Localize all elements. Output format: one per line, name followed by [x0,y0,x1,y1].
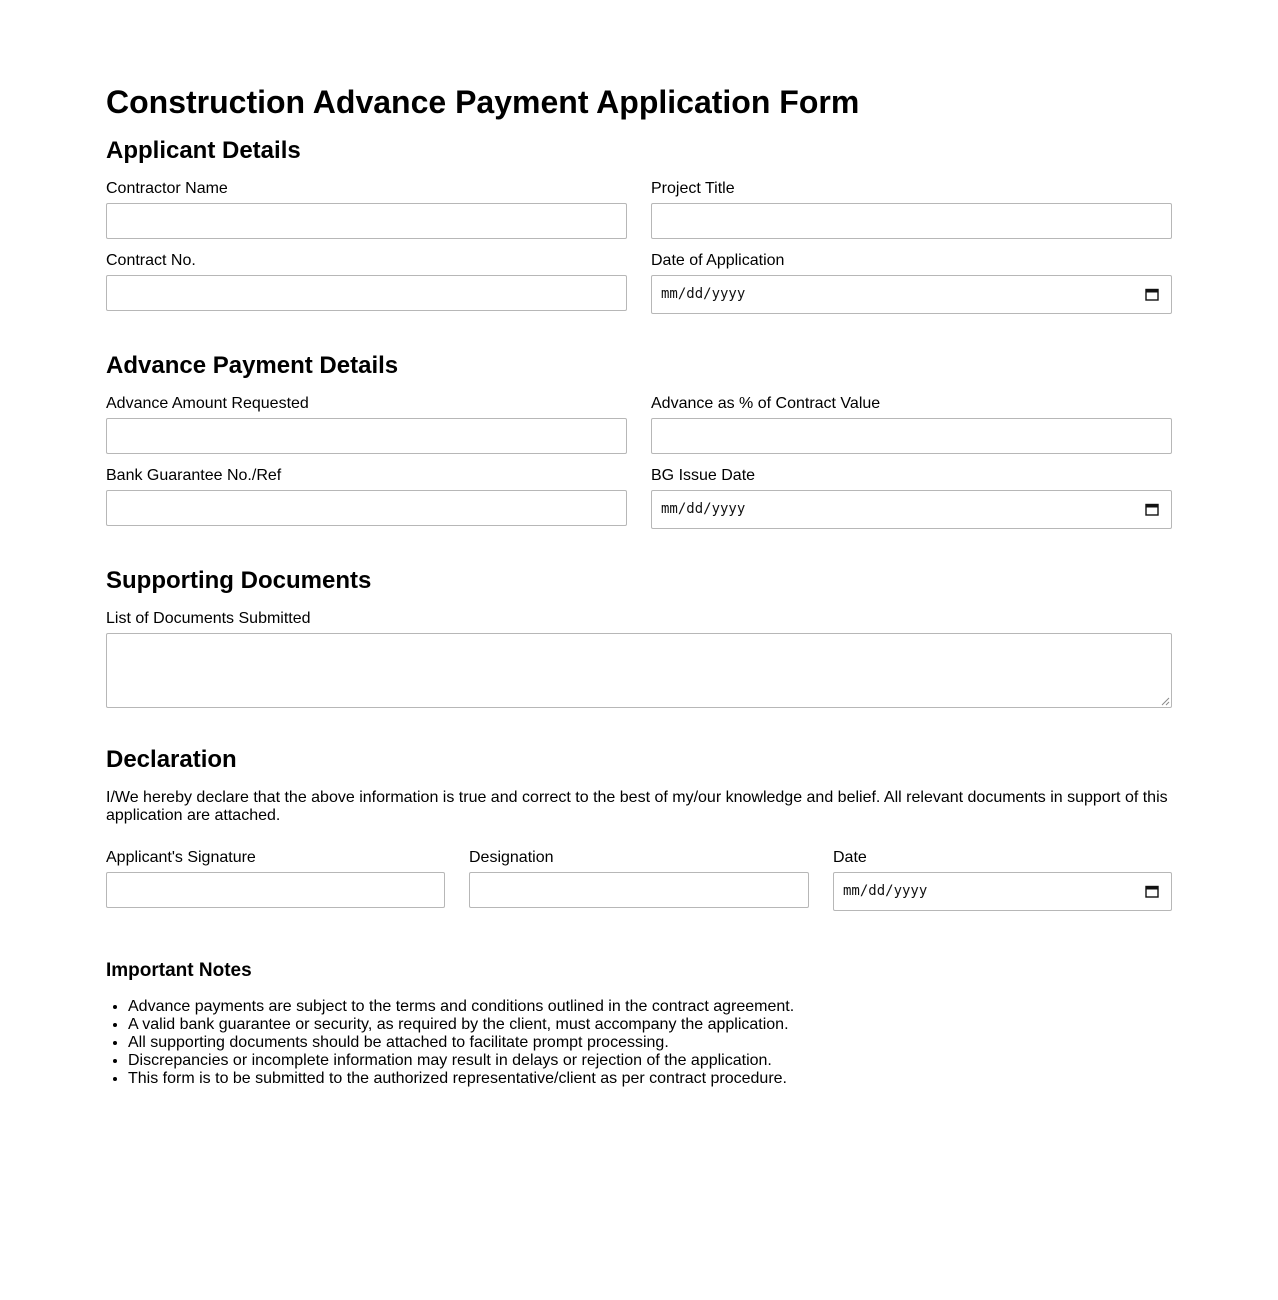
list-item: • A valid bank guarantee or security, as required by the client, must accompany the application. [128,1016,794,1034]
contractor-name-label: Contractor Name [106,180,228,197]
date-placeholder: mm/dd/yyyy [843,883,928,899]
bank-guarantee-label: Bank Guarantee No./Ref [106,467,282,484]
contract-no-input[interactable] [106,275,627,311]
signature-input[interactable] [106,872,445,908]
declaration-date-label: Date [833,849,867,866]
section-heading-declaration: Declaration [106,746,237,773]
contractor-name-input[interactable] [106,203,627,239]
bg-issue-date-label: BG Issue Date [651,467,756,484]
date-of-application-input[interactable] [651,275,1172,314]
date-placeholder: mm/dd/yyyy [661,286,746,302]
contract-no-label: Contract No. [106,252,196,269]
list-item: • This form is to be submitted to the authorized representative/client as per contract procedure. [128,1070,794,1088]
documents-list-textarea[interactable] [106,633,1172,708]
advance-percent-label: Advance as % of Contract Value [651,395,881,412]
bank-guarantee-input[interactable] [106,490,627,526]
section-heading-applicant-details: Applicant Details [106,137,301,164]
declaration-text: I/We hereby declare that the above information is true and correct to the best of my/our knowledge and belief. All relevant documents in support of this application are attached. [106,789,1168,824]
section-heading-supporting-documents: Supporting Documents [106,567,372,594]
designation-input[interactable] [469,872,809,908]
section-heading-important-notes: Important Notes [106,960,252,981]
list-item: • Discrepancies or incomplete information may result in delays or rejection of the application. [128,1052,794,1070]
bg-issue-date-input[interactable] [651,490,1172,529]
section-heading-advance-payment-details: Advance Payment Details [106,352,399,379]
declaration-date-input[interactable] [833,872,1172,911]
signature-label: Applicant's Signature [106,849,256,866]
project-title-input[interactable] [651,203,1172,239]
date-placeholder: mm/dd/yyyy [661,501,746,517]
list-item: • Advance payments are subject to the terms and conditions outlined in the contract agreement. [128,998,794,1016]
page-title: Construction Advance Payment Application Form [106,84,860,120]
important-notes-list [106,998,794,1088]
advance-percent-input[interactable] [651,418,1172,454]
resize-grip-icon[interactable] [1160,696,1170,706]
list-item: • All supporting documents should be attached to facilitate prompt processing. [128,1034,794,1052]
calendar-icon[interactable] [1145,288,1159,301]
advance-amount-input[interactable] [106,418,627,454]
project-title-label: Project Title [651,180,735,197]
advance-amount-label: Advance Amount Requested [106,395,309,412]
date-of-application-label: Date of Application [651,252,785,269]
designation-label: Designation [469,849,554,866]
calendar-icon[interactable] [1145,503,1159,516]
documents-list-label: List of Documents Submitted [106,610,311,627]
calendar-icon[interactable] [1145,885,1159,898]
